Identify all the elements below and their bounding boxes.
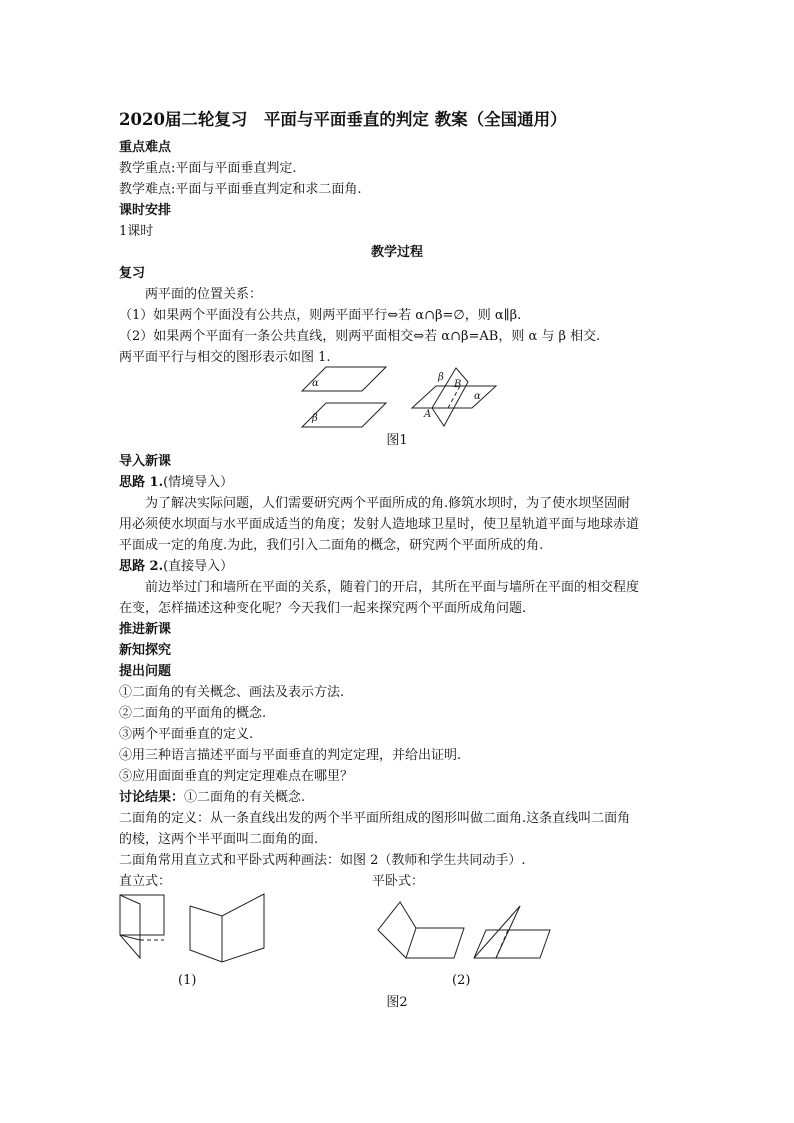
teaching-focus: 教学重点:平面与平面垂直判定. <box>119 161 297 176</box>
drawing-methods: 二面角常用直立式和平卧式两种画法：如图 2（教师和学生共同动手）. <box>119 853 526 868</box>
approach-1-label: 思路 1. <box>119 475 164 490</box>
heading-schedule: 课时安排 <box>119 203 172 218</box>
figure-2-vertical-dihedral-b <box>188 892 268 964</box>
heading-exploration: 新知探究 <box>119 643 172 658</box>
heading-process: 教学过程 <box>370 245 423 260</box>
label-A: A <box>424 409 432 420</box>
approach-1-text-a: 为了解决实际问题，人们需要研究两个平面所成的角.修筑水坝时，为了使水坝坚固耐 <box>145 496 631 511</box>
figure-1-intersecting-planes <box>408 368 498 428</box>
figure-2-sublabel-2: (2) <box>452 973 471 988</box>
approach-2-label: 思路 2. <box>119 559 164 574</box>
label-beta-1: β <box>312 413 318 424</box>
figure-2-horizontal-dihedral-b <box>472 904 556 962</box>
question-5: ⑤应用面面垂直的判定定理难点在哪里？ <box>119 769 354 784</box>
schedule-value: 1课时 <box>119 224 154 239</box>
question-1: ①二面角的有关概念、画法及表示方法. <box>119 685 345 700</box>
document-title: 2020届二轮复习 平面与平面垂直的判定 教案（全国通用） <box>119 110 567 129</box>
question-2: ②二面角的平面角的概念. <box>119 706 267 721</box>
discussion-label: 讨论结果： <box>119 790 185 805</box>
label-alpha-2: α <box>474 391 481 402</box>
review-item-2: （2）如果两个平面有一条公共直线，则两平面相交⇔若 α∩β=AB，则 α 与 β 相交. <box>119 329 601 344</box>
discussion-text: ①二面角的有关概念. <box>184 790 306 805</box>
figure-2-horizontal-dihedral-a <box>376 900 466 962</box>
approach-1-type: (情境导入） <box>163 475 234 490</box>
heading-introduction: 导入新课 <box>119 454 172 469</box>
discussion-result <box>119 789 305 807</box>
heading-questions: 提出问题 <box>119 664 172 679</box>
approach-2 <box>119 558 233 576</box>
approach-2-text-a: 前边举过门和墙所在平面的关系，随着门的开启，其所在平面与墙所在平面的相交程度 <box>145 580 640 595</box>
heading-key-points: 重点难点 <box>119 140 172 155</box>
label-B: B <box>454 379 462 390</box>
question-4: ④用三种语言描述平面与平面垂直的判定定理，并给出证明. <box>119 748 462 763</box>
definition-line-1: 二面角的定义：从一条直线出发的两个半平面所组成的图形叫做二面角.这条直线叫二面角 <box>119 811 631 826</box>
figure-2-vertical-dihedral-a <box>118 894 168 960</box>
figure-1-caption: 图1 <box>386 433 408 448</box>
heading-review: 复习 <box>119 266 146 281</box>
review-figure-ref: 两平面平行与相交的图形表示如图 1. <box>119 350 331 365</box>
approach-1-text-c: 平面成一定的角度.为此，我们引入二面角的概念，研究两个平面所成的角. <box>119 538 544 553</box>
label-beta-2: β <box>438 372 444 383</box>
heading-new-lesson: 推进新课 <box>119 622 172 637</box>
approach-1 <box>119 474 233 492</box>
approach-1-text-b: 用必须使水坝面与水平面成适当的角度；发射人造地球卫星时，使卫星轨道平面与地球赤道 <box>119 517 640 532</box>
figure-2-caption: 图2 <box>386 995 408 1010</box>
approach-2-text-b: 在变，怎样描述这种变化呢？今天我们一起来探究两个平面所成角问题. <box>119 601 527 616</box>
review-intro: 两平面的位置关系： <box>145 287 263 302</box>
label-alpha-1: α <box>312 378 319 389</box>
definition-line-2: 的棱，这两个半平面叫二面角的面. <box>119 832 319 847</box>
label-vertical-style: 直立式： <box>119 874 172 889</box>
figure-2-sublabel-1: (1) <box>178 973 197 988</box>
question-3: ③两个平面垂直的定义. <box>119 727 254 742</box>
approach-2-type: (直接导入） <box>163 559 234 574</box>
review-item-1: （1）如果两个平面没有公共点，则两平面平行⇔若 α∩β=∅，则 α∥β. <box>119 308 522 323</box>
figure-1-parallel-planes <box>300 366 390 428</box>
teaching-difficulty: 教学难点:平面与平面垂直判定和求二面角. <box>119 182 362 197</box>
label-horizontal-style: 平卧式： <box>372 874 425 889</box>
